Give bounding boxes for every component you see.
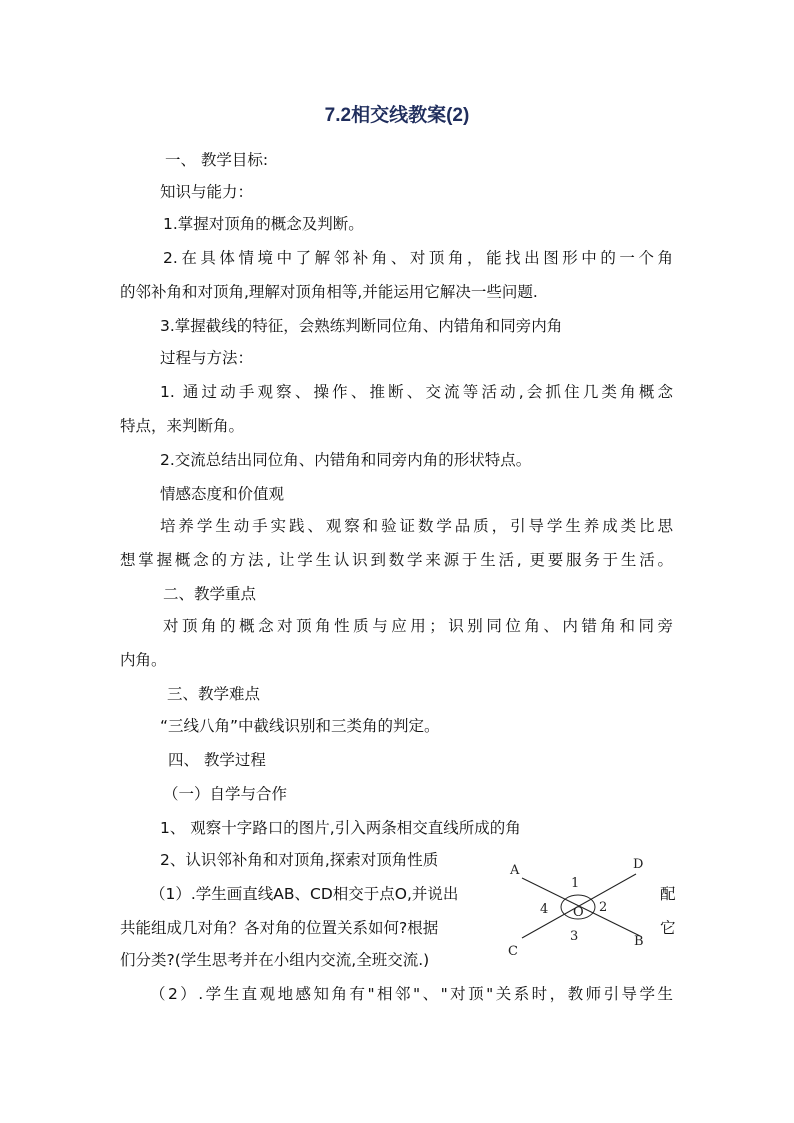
cut-off-fragment-1: 配: [660, 885, 676, 903]
difficulties-text: “三线八角”中截线识别和三类角的判定。: [160, 717, 440, 735]
activity-1-text: （1）.学生画直线AB、CD相交于点O,并说出: [150, 885, 459, 903]
angle-label-2: 2: [599, 900, 608, 915]
label-d: D: [633, 857, 644, 872]
section-heading-difficulties: 三、教学难点: [167, 685, 261, 703]
key-points-text-cont: 内角。: [120, 651, 167, 669]
label-b: B: [634, 934, 644, 949]
label-c: C: [508, 944, 518, 958]
angle-label-1: 1: [571, 876, 580, 891]
section-heading-key-points: 二、教学重点: [163, 585, 257, 603]
activity-1-text-cont: 共能组成几对角？各对角的位置关系如何?根据: [120, 919, 439, 937]
process-step-2: 2、认识邻补角和对顶角,探索对顶角性质: [160, 851, 439, 869]
subheading-process: 过程与方法：: [160, 349, 254, 367]
objective-item-2-cont: 的邻补角和对顶角,理解对顶角相等,并能运用它解决一些问题.: [120, 283, 538, 301]
angle-label-4: 4: [540, 902, 549, 917]
label-o: O: [573, 905, 584, 920]
angle-label-3: 3: [570, 929, 579, 944]
section-heading-process: 四、 教学过程: [168, 751, 266, 769]
subheading-knowledge: 知识与能力：: [160, 183, 254, 201]
objective-item-2: 2.在具体情境中了解邻补角、对顶角，能找出图形中的一个角: [163, 249, 673, 267]
subheading-attitude: 情感态度和价值观: [160, 485, 285, 503]
process-item-1: 1. 通过动手观察、操作、推断、交流等活动,会抓住几类角概念: [160, 383, 673, 401]
subsection-self-study: （一）自学与合作: [163, 785, 288, 803]
process-item-2: 2.交流总结出同位角、内错角和同旁内角的形状特点。: [160, 451, 532, 469]
activity-1-text-cont-2: 们分类?(学生思考并在小组内交流,全班交流.): [120, 951, 430, 969]
process-step-1: 1、 观察十字路口的图片,引入两条相交直线所成的角: [160, 819, 521, 837]
label-a: A: [510, 863, 520, 878]
cut-off-fragment-2: 它: [660, 919, 676, 937]
page-title: 7.2相交线教案(2): [324, 105, 470, 126]
section-heading-objectives: 一、 教学目标:: [165, 151, 269, 169]
objective-item-3: 3.掌握截线的特征，会熟练判断同位角、内错角和同旁内角: [160, 317, 563, 335]
intersecting-lines-figure: [500, 852, 660, 958]
activity-2-text: （2）.学生直观地感知角有"相邻"、"对顶"关系时，教师引导学生: [150, 985, 673, 1003]
objective-item-1: 1.掌握对顶角的概念及判断。: [163, 215, 364, 233]
attitude-paragraph: 培养学生动手实践、观察和验证数学品质，引导学生养成类比思: [160, 517, 673, 535]
key-points-text: 对顶角的概念对顶角性质与应用；识别同位角、内错角和同旁: [163, 617, 673, 635]
attitude-paragraph-cont: 想掌握概念的方法, 让学生认识到数学来源于生活, 更要服务于生活。: [120, 551, 673, 569]
process-item-1-cont: 特点，来判断角。: [120, 417, 245, 435]
